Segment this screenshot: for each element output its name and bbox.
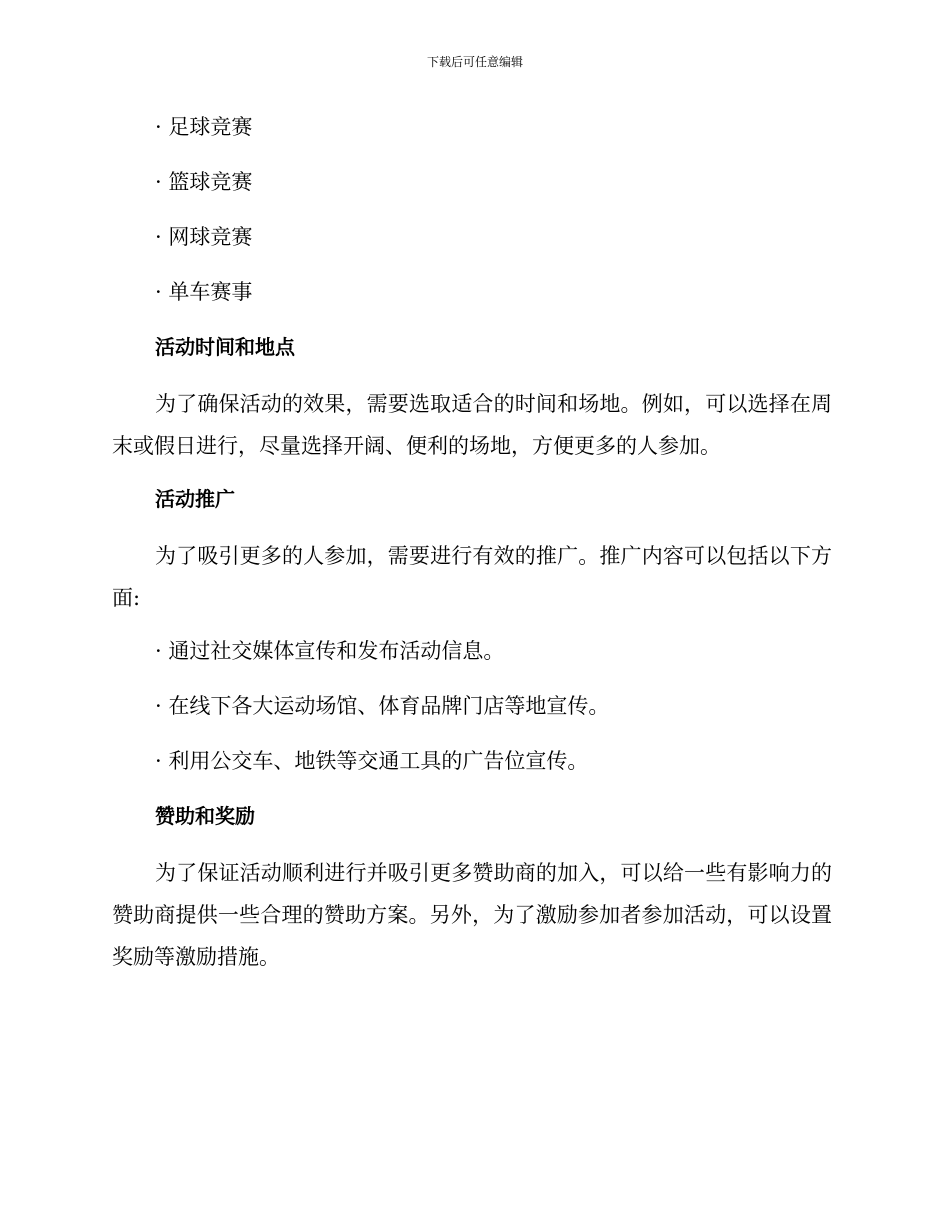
section-heading-time-place: 活动时间和地点 bbox=[155, 335, 295, 359]
list-item: · 篮球竞赛 bbox=[155, 170, 253, 194]
paragraph-sponsorship: 为了保证活动顺利进行并吸引更多赞助商的加入，可以给一些有影响力的赞助商提供一些合理的赞助方案。另外，为了激励参加者参加活动，可以设置奖励等激励措施。 bbox=[112, 861, 832, 969]
paragraph-time-place: 为了确保活动的效果，需要选取适合的时间和场地。例如，可以选择在周末或假日进行，尽量选择开阔、便利的场地，方便更多的人参加。 bbox=[112, 392, 832, 458]
page-header: 下载后可任意编辑 bbox=[426, 55, 523, 69]
list-item: · 单车赛事 bbox=[155, 280, 253, 304]
section-heading-promotion: 活动推广 bbox=[155, 487, 235, 511]
list-item: · 网球竞赛 bbox=[155, 225, 253, 249]
list-item: · 利用公交车、地铁等交通工具的广告位宣传。 bbox=[155, 749, 589, 773]
document-body bbox=[112, 108, 832, 991]
list-item: · 在线下各大运动场馆、体育品牌门店等地宣传。 bbox=[155, 694, 610, 718]
section-heading-sponsorship: 赞助和奖励 bbox=[155, 804, 255, 828]
paragraph-promotion: 为了吸引更多的人参加，需要进行有效的推广。推广内容可以包括以下方面: bbox=[112, 544, 832, 610]
list-item: · 足球竞赛 bbox=[155, 115, 253, 139]
list-item: · 通过社交媒体宣传和发布活动信息。 bbox=[155, 639, 505, 663]
